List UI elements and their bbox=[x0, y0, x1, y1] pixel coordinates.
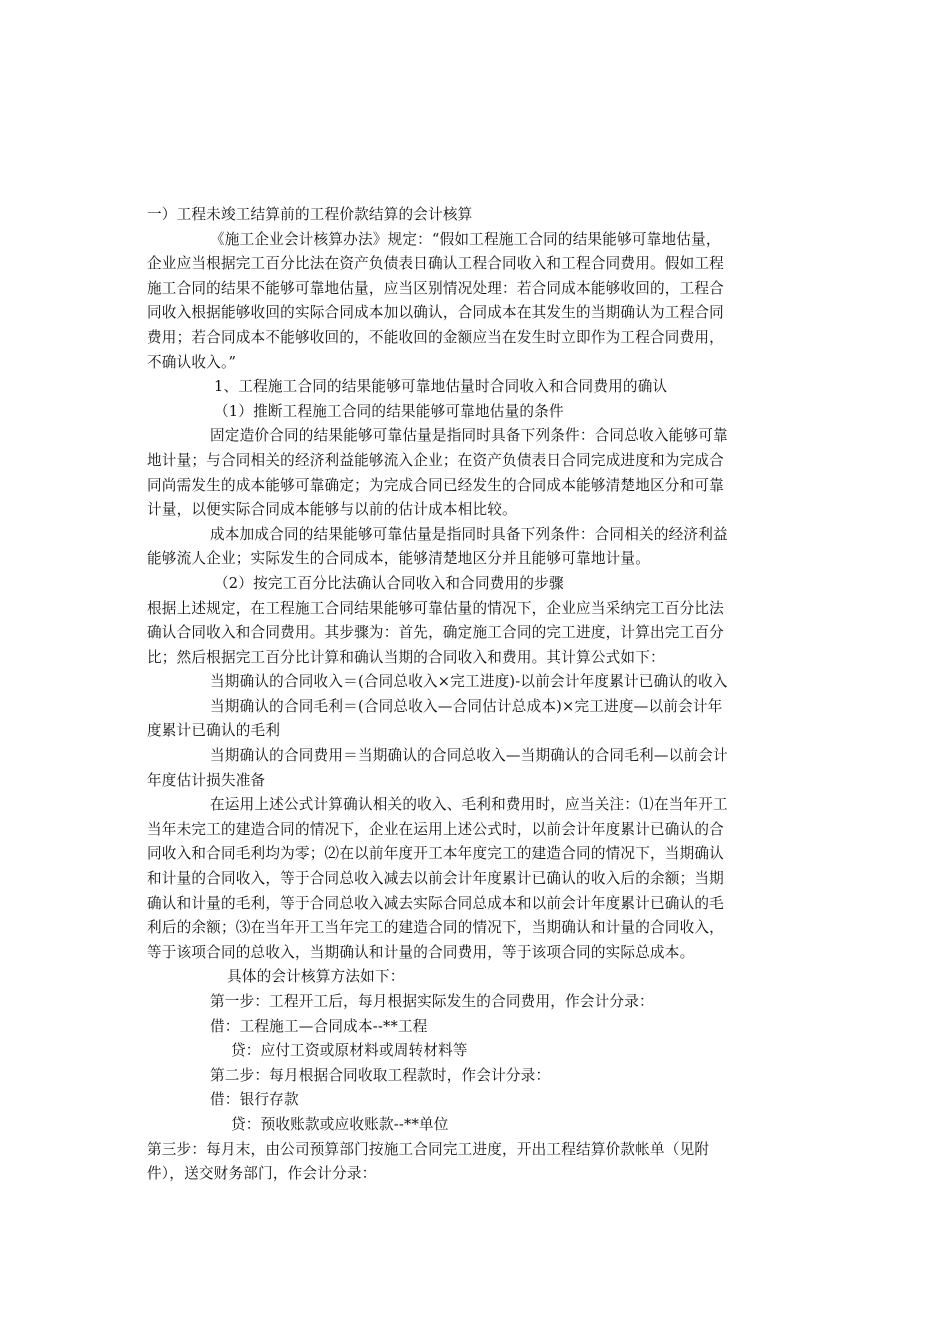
paragraph-line: 具体的会计核算方法如下： bbox=[227, 968, 405, 986]
paragraph-line: 利后的余额；⑶在当年开工当年完工的建造合同的情况下，当期确认和计量的合同收入， bbox=[147, 919, 724, 937]
paragraph-line: 费用；若合同成本不能够收回的，不能收回的金额应当在发生时立即作为工程合同费用， bbox=[147, 328, 724, 346]
paragraph-line: 固定造价合同的结果能够可靠估量是指同时具备下列条件：合同总收入能够可靠 bbox=[210, 427, 728, 445]
paragraph-line: 根据上述规定，在工程施工合同结果能够可靠估量的情况下，企业应当采纳完工百分比法 bbox=[147, 599, 724, 617]
entry-credit-line: 贷：应付工资或原材料或周转材料等 bbox=[231, 1042, 468, 1060]
paragraph-line: 比；然后根据完工百分比计算和确认当期的合同收入和费用。其计算公式如下： bbox=[147, 648, 665, 666]
paragraph-line: 和计量的合同收入，等于合同总收入减去以前会计年度累计已确认的收入后的余额；当期 bbox=[147, 870, 724, 888]
document-body bbox=[147, 203, 807, 1187]
paragraph-line: 等于该项合同的总收入，当期确认和计量的合同费用，等于该项合同的实际总成本。 bbox=[147, 943, 695, 961]
paragraph-line: 确认和计量的毛利，等于合同总收入减去实际合同总成本和以前会计年度累计已确认的毛 bbox=[147, 894, 724, 912]
paragraph-line: 成本加成合同的结果能够可靠估量是指同时具备下列条件：合同相关的经济利益 bbox=[210, 525, 728, 543]
formula-line: 度累计已确认的毛利 bbox=[147, 722, 281, 740]
formula-line: 当期确认的合同收入＝(合同总收入×完工进度)-以前会计年度累计已确认的收入 bbox=[210, 673, 728, 691]
formula-line: 当期确认的合同毛利＝(合同总收入—合同估计总成本)×完工进度—以前会计年 bbox=[210, 697, 723, 715]
subsection-heading: 1、工程施工合同的结果能够可靠地估量时合同收入和合同费用的确认 bbox=[214, 378, 668, 396]
step-line: 第一步：工程开工后，每月根据实际发生的合同费用，作会计分录： bbox=[210, 993, 654, 1010]
step-line: 第三步：每月末，由公司预算部门按施工合同完工进度，开出工程结算价款帐单（见附 bbox=[147, 1140, 710, 1158]
paragraph-line: 不确认收入。” bbox=[147, 353, 237, 371]
paragraph-line: 同收入根据能够收回的实际合同成本加以确认，合同成本在其发生的当期确认为工程合同 bbox=[147, 304, 724, 322]
subsection-heading: （2）按完工百分比法确认合同收入和合同费用的步骤 bbox=[214, 574, 564, 592]
entry-debit-line: 借：银行存款 bbox=[210, 1091, 299, 1109]
paragraph-line: 同收入和合同毛利均为零；⑵在以前年度开工本年度完工的建造合同的情况下，当期确认 bbox=[147, 845, 724, 863]
subsection-heading: （1）推断工程施工合同的结果能够可靠地估量的条件 bbox=[214, 402, 564, 420]
paragraph-line: 计量，以便实际合同成本能够与以前的估计成本相比较。 bbox=[147, 501, 517, 519]
section-heading: 一）工程未竣工结算前的工程价款结算的会计核算 bbox=[147, 206, 473, 223]
formula-line: 当期确认的合同费用＝当期确认的合同总收入—当期确认的合同毛利—以前会计 bbox=[210, 747, 728, 765]
paragraph-line: 能够流人企业；实际发生的合同成本，能够清楚地区分并且能够可靠地计量。 bbox=[147, 550, 650, 568]
paragraph-line: 同尚需发生的成本能够可靠确定；为完成合同已经发生的合同成本能够清楚地区分和可靠 bbox=[147, 476, 724, 494]
paragraph-line: 企业应当根据完工百分比法在资产负债表日确认工程合同收入和工程合同费用。假如工程 bbox=[147, 255, 724, 273]
paragraph-line: 《施工企业会计核算办法》规定：“假如工程施工合同的结果能够可靠地估量， bbox=[210, 230, 721, 248]
paragraph-line: 确认合同收入和合同费用。其步骤为：首先，确定施工合同的完工进度，计算出完工百分 bbox=[147, 624, 724, 642]
paragraph-line: 施工合同的结果不能够可靠地估量，应当区别情况处理：若合同成本能够收回的，工程合 bbox=[147, 279, 724, 297]
entry-debit-line: 借：工程施工—合同成本--**工程 bbox=[210, 1017, 428, 1035]
entry-credit-line: 贷：预收账款或应收账款--**单位 bbox=[231, 1115, 449, 1133]
step-line: 第二步：每月根据合同收取工程款时，作会计分录： bbox=[210, 1066, 551, 1084]
paragraph-line: 当年未完工的建造合同的情况下，企业在运用上述公式时，以前会计年度累计已确认的合 bbox=[147, 820, 724, 838]
step-line: 件），送交财务部门，作会计分录： bbox=[147, 1165, 377, 1183]
formula-line: 年度估计损失准备 bbox=[147, 771, 266, 789]
paragraph-line: 在运用上述公式计算确认相关的收入、毛利和费用时，应当关注：⑴在当年开工 bbox=[210, 796, 728, 814]
paragraph-line: 地计量；与合同相关的经济利益能够流入企业；在资产负债表日合同完成进度和为完成合 bbox=[147, 451, 724, 469]
